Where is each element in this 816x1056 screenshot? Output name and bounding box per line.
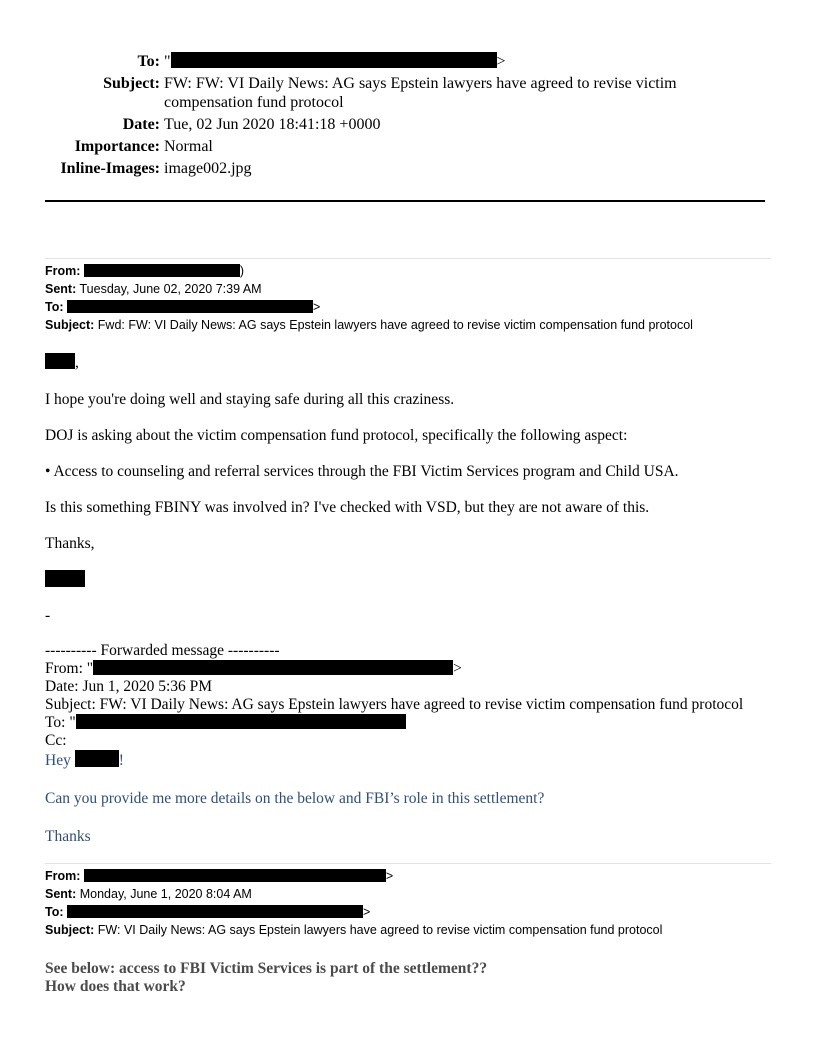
message1-greeting (45, 353, 79, 372)
redaction-block (76, 714, 406, 729)
header-date: Tue, 02 Jun 2020 18:41:18 +0000 (164, 116, 381, 133)
header-divider (45, 200, 765, 202)
message1-sent-label: Sent: (45, 282, 77, 296)
message2-subject: FW: VI Daily News: AG says Epstein lawyers have agreed to revise victim compensation fund protocol (97, 923, 663, 937)
forwarded-banner: ---------- Forwarded message ---------- (45, 642, 280, 659)
message1-line1: I hope you're doing well and staying safe during all this craziness. (45, 391, 455, 408)
email-header (44, 52, 724, 181)
redaction-block (171, 52, 497, 68)
header-subject: FW: FW: VI Daily News: AG says Epstein lawyers have agreed to revise victim compensation fund protocol (164, 75, 677, 111)
forwarded-subject: Subject: FW: VI Daily News: AG says Epstein lawyers have agreed to revise victim compensation fund protocol (45, 696, 744, 713)
header-date-row (44, 115, 724, 134)
forwarded-to-row (45, 714, 743, 732)
message2-to-row (45, 903, 662, 921)
message2-body-line1: See below: access to FBI Victim Services is part of the settlement?? (45, 960, 488, 977)
forwarded-thanks: Thanks (45, 828, 91, 845)
message2-sent: Monday, June 1, 2020 8:04 AM (79, 887, 252, 901)
message2-from-row (45, 867, 662, 885)
header-to-label: To: (137, 53, 160, 70)
message2-from-label: From: (45, 869, 81, 883)
forwarded-from-label: From: " (45, 660, 94, 677)
message-divider (45, 258, 771, 259)
forwarded-to-label: To: " (45, 714, 76, 731)
message1-line4: Is this something FBINY was involved in? I've checked with VSD, but they are not aware of this. (45, 499, 650, 516)
redaction-block (45, 353, 75, 369)
redaction-block (84, 869, 386, 882)
message2-to-suffix: > (363, 905, 371, 919)
message1-header (45, 262, 693, 334)
message1-to-label: To: (45, 300, 64, 314)
forwarded-from-row (45, 660, 743, 678)
message1-from-row (45, 262, 693, 280)
message1-subject: Fwd: FW: VI Daily News: AG says Epstein lawyers have agreed to revise victim compensation fund protocol (97, 318, 693, 332)
message2-body (45, 960, 487, 996)
forwarded-from-suffix: > (453, 660, 462, 677)
hey-suffix: ! (118, 752, 124, 769)
message2-from-suffix: > (385, 869, 394, 883)
message2-sent-row (45, 885, 662, 903)
message1-to-row (45, 298, 693, 316)
header-importance-row (44, 137, 724, 156)
message1-line2: DOJ is asking about the victim compensation fund protocol, specifically the following aspect: (45, 427, 628, 444)
message2-subject-row (45, 921, 662, 939)
header-to-suffix: > (496, 53, 506, 70)
header-inline-images-label: Inline-Images: (60, 160, 160, 177)
message2-header (45, 867, 662, 939)
message1-from-label: From: (45, 264, 81, 278)
message1-thanks: Thanks, (45, 535, 95, 552)
message2-sent-label: Sent: (45, 887, 77, 901)
forwarded-hey (45, 750, 743, 770)
header-to-row (44, 52, 724, 71)
redaction-block (45, 570, 85, 587)
header-date-label: Date: (122, 116, 160, 133)
forwarded-message (45, 642, 743, 770)
message1-sent-row (45, 280, 693, 298)
message1-bullet: • Access to counseling and referral services through the FBI Victim Services program and Child USA. (45, 463, 679, 480)
redaction-block (93, 660, 453, 675)
message1-from-suffix: ) (239, 264, 245, 278)
greeting-suffix: , (75, 354, 79, 371)
hey-text: Hey (45, 752, 71, 769)
header-subject-row (44, 74, 724, 112)
message1-to-suffix: > (313, 300, 321, 314)
header-importance: Normal (164, 138, 213, 155)
message2-body-line2: How does that work? (45, 978, 186, 995)
message-divider (45, 863, 771, 864)
message2-subject-label: Subject: (45, 923, 95, 937)
message1-dash: - (45, 607, 51, 624)
header-subject-label: Subject: (103, 75, 160, 92)
header-to-prefix: " (164, 53, 171, 70)
message1-signature (45, 570, 85, 590)
message1-sent: Tuesday, June 02, 2020 7:39 AM (79, 282, 262, 296)
forwarded-question: Can you provide me more details on the below and FBI’s role in this settlement? (45, 790, 545, 807)
header-inline-images: image002.jpg (164, 160, 252, 177)
redaction-block (67, 300, 313, 313)
forwarded-cc: Cc: (45, 732, 67, 749)
header-importance-label: Importance: (74, 138, 160, 155)
redaction-block (67, 905, 363, 918)
message2-to-label: To: (45, 905, 64, 919)
message1-subject-row (45, 316, 693, 334)
forwarded-date: Date: Jun 1, 2020 5:36 PM (45, 678, 213, 695)
message1-subject-label: Subject: (45, 318, 95, 332)
header-inline-images-row (44, 159, 724, 178)
redaction-block (84, 264, 240, 277)
redaction-block (75, 750, 119, 767)
